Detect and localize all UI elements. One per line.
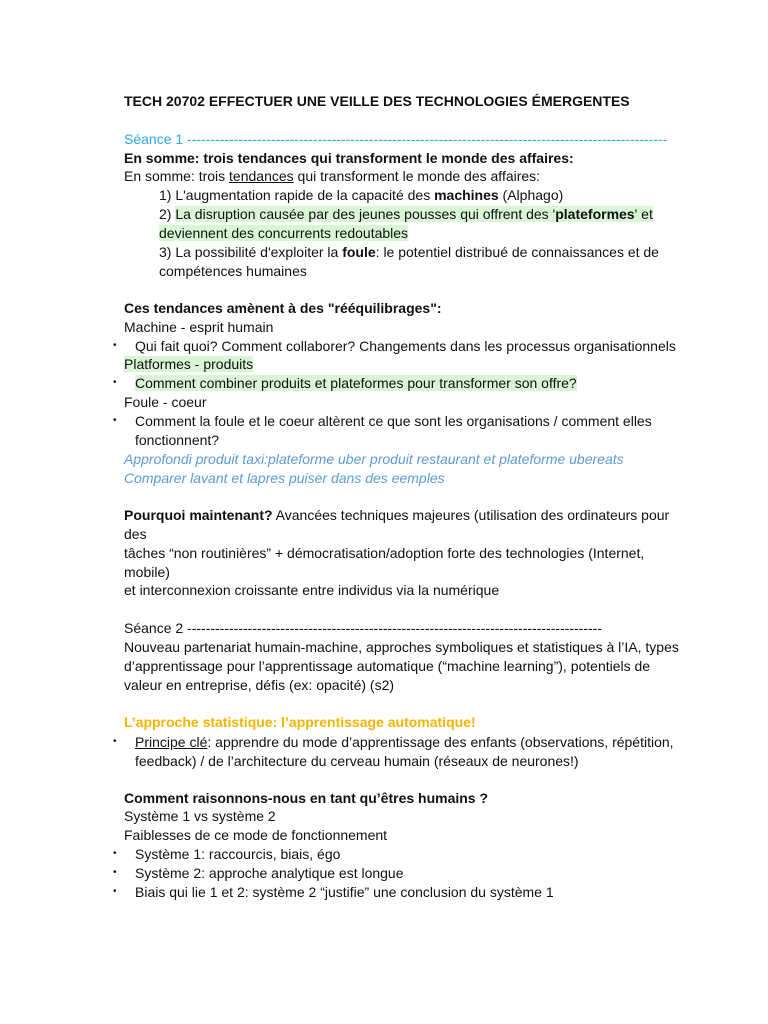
highlighted-text: Platformes - produits xyxy=(124,356,254,372)
underlined-text: Principe clé xyxy=(135,734,208,750)
text: En somme: trois xyxy=(124,168,230,184)
reequilibrages-heading: Ces tendances amènent à des "rééquilibrages": xyxy=(124,300,442,316)
foule-label: Foule - coeur xyxy=(124,394,207,410)
list-item-1 xyxy=(159,186,563,204)
bullet-icon: • xyxy=(113,415,117,426)
pourquoi-line-4: mobile) xyxy=(124,564,170,580)
machine-label: Machine - esprit humain xyxy=(124,319,274,335)
platformes-label xyxy=(124,355,253,373)
list-item-2-line2 xyxy=(159,224,408,242)
note-line-1: Approfondi produit taxi:plateforme uber produit restaurant et plateforme ubereats xyxy=(124,451,624,467)
bullet-icon: • xyxy=(113,886,117,897)
systeme-bullet-3: Biais qui lie 1 et 2: système 2 “justifie” une conclusion du système 1 xyxy=(135,884,554,900)
text: 2) xyxy=(159,206,176,222)
bold-text: foule xyxy=(342,244,376,260)
underlined-text: tendances xyxy=(229,168,294,184)
seance2-line-3: valeur en entreprise, défis (ex: opacité) (s2) xyxy=(124,677,395,693)
bullet-icon: • xyxy=(113,848,117,859)
note-line-2: Comparer lavant et lapres puiser dans des eemples xyxy=(124,470,445,486)
foule-bullet-line2: fonctionnent? xyxy=(135,432,220,448)
bullet-icon: • xyxy=(113,867,117,878)
pourquoi-line-5: et interconnexion croissante entre individus via la numérique xyxy=(124,582,500,598)
list-item-3-line2: compétences humaines xyxy=(159,263,307,279)
text: : le potentiel distribué de connaissances et de xyxy=(375,244,659,260)
document-title: TECH 20702 EFFECTUER UNE VEILLE DES TECHNOLOGIES ÉMERGENTES xyxy=(124,93,630,109)
principe-line-1 xyxy=(135,733,674,751)
highlighted-text: ' et xyxy=(634,206,653,222)
raisonnons-line-1: Système 1 vs système 2 xyxy=(124,808,276,824)
platformes-bullet xyxy=(135,374,577,392)
highlighted-text: Comment combiner produits et plateformes pour transformer son offre? xyxy=(135,375,577,391)
pourquoi-line-2: des xyxy=(124,526,147,542)
text: qui transforment le monde des affaires: xyxy=(293,168,541,184)
highlighted-text: deviennent des concurrents redoutables xyxy=(159,225,409,241)
bold-text: machines xyxy=(434,187,499,203)
bold-text: Pourquoi maintenant? xyxy=(124,507,273,523)
seance1-header: Séance 1 ------------------------------------------------------------------------------------------------------- xyxy=(124,131,668,147)
systeme-bullet-1: Système 1: raccourcis, biais, égo xyxy=(135,846,341,862)
text: 3) La possibilité d'exploiter la xyxy=(159,244,343,260)
pourquoi-line-3: tâches “non routinières” + démocratisation/adoption forte des technologies (Internet, xyxy=(124,545,645,561)
raisonnons-heading: Comment raisonnons-nous en tant qu’êtres humains ? xyxy=(124,790,489,806)
text: 1) L'augmentation rapide de la capacité des xyxy=(159,187,435,203)
seance1-heading: En somme: trois tendances qui transforment le monde des affaires: xyxy=(124,150,574,166)
highlighted-text: La disruption causée par des jeunes pousses qui offrent des ' xyxy=(175,206,556,222)
seance1-intro xyxy=(124,167,540,185)
raisonnons-line-2: Faiblesses de ce mode de fonctionnement xyxy=(124,827,388,843)
list-item-2 xyxy=(159,205,653,223)
foule-bullet: Comment la foule et le coeur altèrent ce que sont les organisations / comment elles xyxy=(135,413,652,429)
bullet-icon: • xyxy=(113,377,117,388)
principe-line-2: feedback) / de l’architecture du cerveau humain (réseaux de neurones!) xyxy=(135,753,579,769)
text: (Alphago) xyxy=(498,187,564,203)
seance2-line-1: Nouveau partenariat humain-machine, approches symboliques et statistiques à l’IA, types xyxy=(124,639,679,655)
seance2-line-2: d’apprentissage pour l’apprentissage automatique (“machine learning”), potentiels de xyxy=(124,658,651,674)
bullet-icon: • xyxy=(113,340,117,351)
text: : apprendre du mode d’apprentissage des enfants (observations, répétition, xyxy=(207,734,674,750)
machine-bullet: Qui fait quoi? Comment collaborer? Changements dans les processus organisationnels xyxy=(135,338,676,354)
bullet-icon: • xyxy=(113,736,117,747)
seance2-header: Séance 2 ----------------------------------------------------------------------------------------- xyxy=(124,620,602,636)
pourquoi-line-1 xyxy=(124,506,669,524)
text: Avancées techniques majeures (utilisation des ordinateurs pour xyxy=(272,507,670,523)
systeme-bullet-2: Système 2: approche analytique est longue xyxy=(135,865,404,881)
bold-text: plateformes xyxy=(555,206,635,222)
statistique-heading: L’approche statistique: l’apprentissage automatique! xyxy=(124,714,476,730)
list-item-3 xyxy=(159,243,659,261)
